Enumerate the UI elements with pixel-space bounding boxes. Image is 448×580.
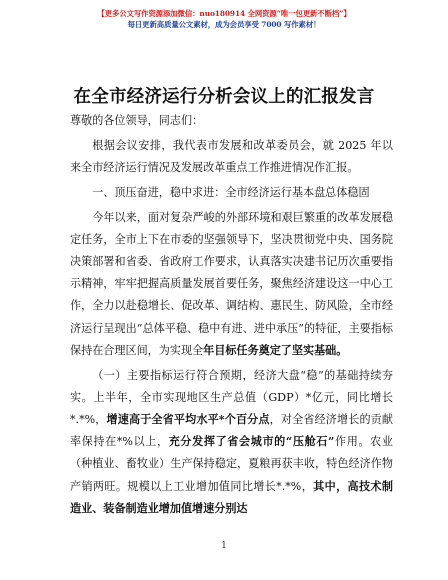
paragraph-overview-bold: 年目标任务奠定了坚实基础。 <box>203 343 348 357</box>
indicators-bold-3: 其中，高技术制造业、装备制造业增加值增速分别达 <box>70 479 393 515</box>
paragraph-intro: 根据会议安排，我代表市发展和改革委员会，就 2025 年以来全市经济运行情况及发展改革重点工作推进情况作汇报。 <box>70 138 393 174</box>
banner-line-1: 【更多公文写作资源添加微信：nuo180914 全网资源“唯一包更新不断档”】 <box>97 9 351 18</box>
document-body <box>70 110 393 520</box>
document-title: 在全市经济运行分析会议上的汇报发言 <box>73 87 375 107</box>
paragraph-indicators <box>70 365 393 520</box>
paragraph-overview <box>70 207 393 362</box>
banner-line-2: 每日更新高质量公文素材，成为会员享受 7000 写作素材！ <box>127 20 321 29</box>
indicators-text-3: 作用。农业（种植业、畜牧业）生产保持稳定，夏粮再获丰收，特色经济作物产销两旺。规模以上工业增加值同比增长*.*%， <box>70 435 393 493</box>
greeting: 尊敬的各位领导，同志们： <box>70 114 204 127</box>
promo-banner <box>0 8 448 30</box>
indicators-bold-2: 充分发挥了省会城市的“压舱石” <box>168 435 335 449</box>
indicators-bold-1: 增速高于全省平均水平*个百分点 <box>106 413 270 427</box>
paragraph-overview-text: 今年以来，面对复杂严峻的外部环境和艰巨繁重的改革发展稳定任务，全市上下在市委的坚强领导下，坚决贯彻党中央、国务院决策部署和省委、省政府工作要求，认真落实决建书记历次重要指示精神，牢牢把握高质量发展首要任务，聚焦经济建设这一中心工作，全力以赴稳增长、促改革、调结构、惠民生、防风险，全市经济运行呈现出“总体平稳、稳中有进、进中承压”的特征，主要指标保持在合理区间，为实现全 <box>70 210 393 357</box>
indicators-text-2: ，对全省经济增长的贡献率保持在*%以上， <box>70 413 393 449</box>
indicators-text-1: （一）主要指标运行符合预期，经济大盘“稳”的基础持续夯实。上半年，全市实现地区生产总值（GDP）*亿元，同比增长*.*%， <box>70 368 393 427</box>
section-heading-1: 一、顶压奋进，稳中求进：全市经济运行基本盘总体稳固 <box>92 185 370 199</box>
page-number: 1 <box>221 541 227 551</box>
